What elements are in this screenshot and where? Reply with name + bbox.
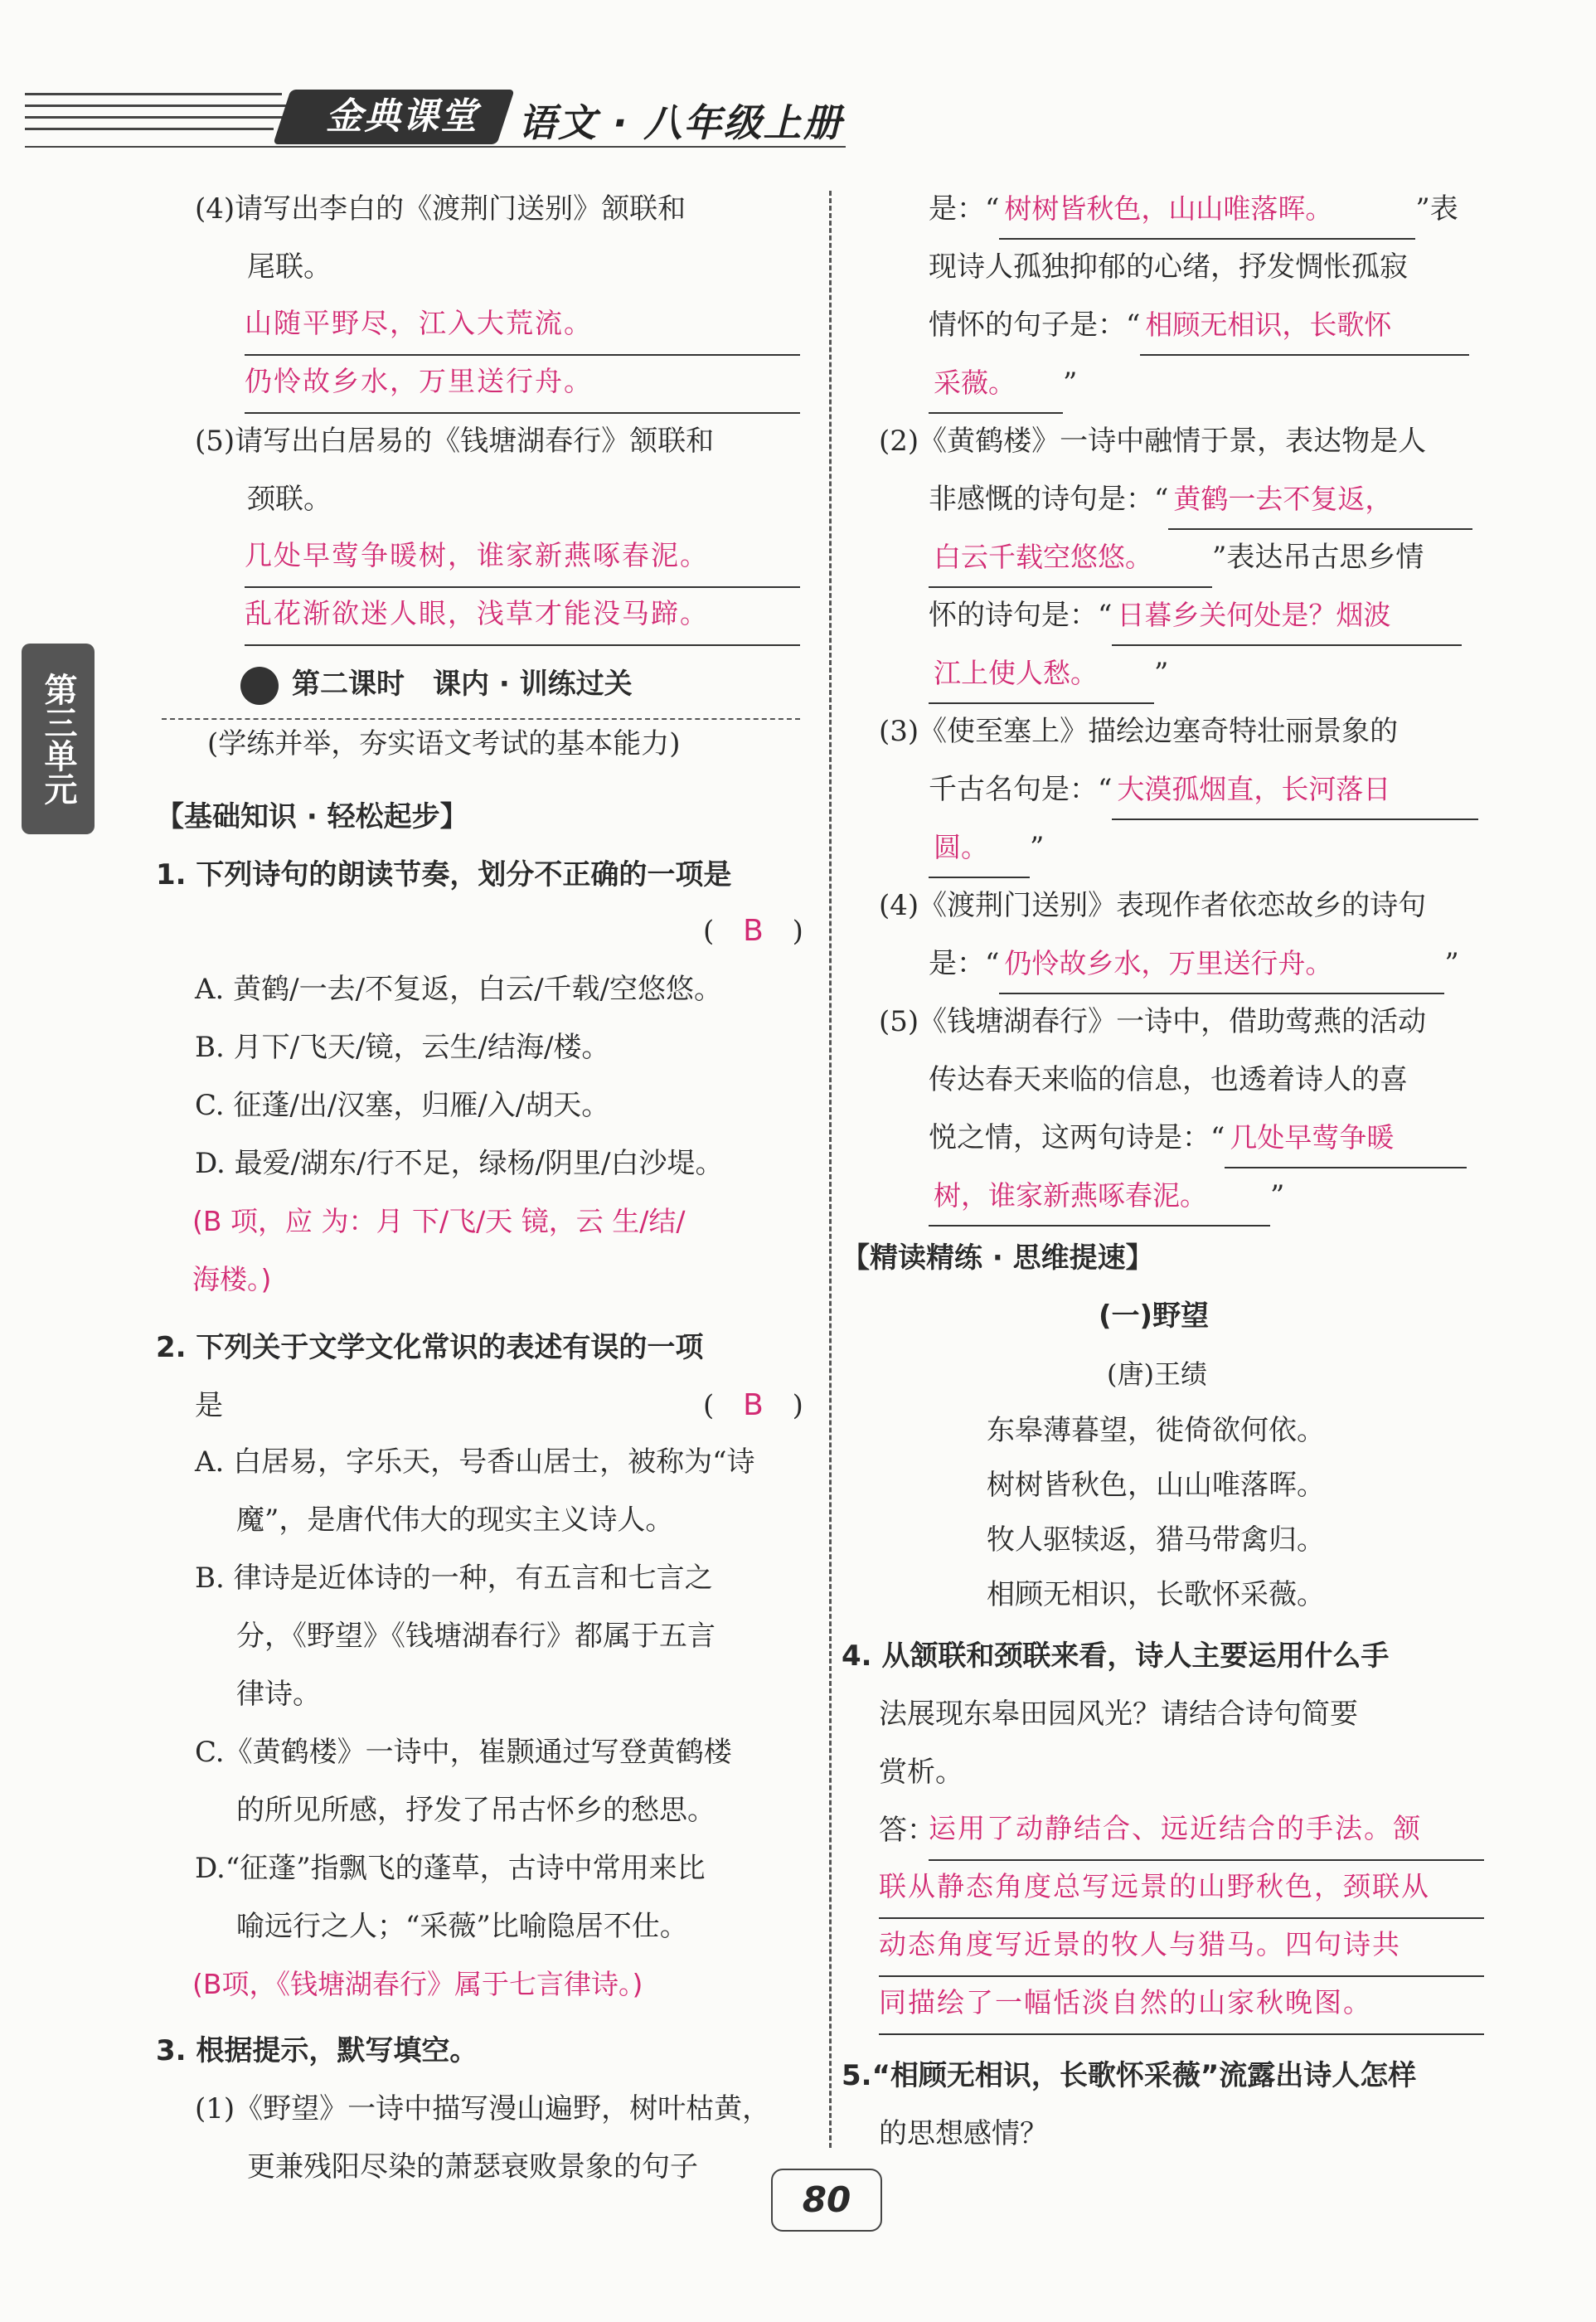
r4-answer: 采薇。 — [929, 354, 1063, 414]
q1-stem-text: 1. 下列诗句的朗读节奏，划分不正确的一项是 — [156, 858, 732, 891]
q4-answer-line-4: 同描绘了一幅恬淡自然的山家秋晚图。 — [879, 1975, 1484, 2035]
q2-stem: 2. 下列关于文学文化常识的表述有误的一项 — [156, 1331, 704, 1364]
q4-stem-3: 赏析。 — [879, 1756, 963, 1789]
lesson-subtitle: (学练并举，夯实语文考试的基本能力) — [207, 727, 681, 760]
q1-option-b: B. 月下/飞天/镜，云生/结海/楼。 — [195, 1031, 610, 1064]
reading-section-title: 【精读精练 · 思维提速】 — [842, 1241, 1154, 1275]
r18-post: ” — [1270, 1179, 1285, 1212]
q4-answer-2: 仍怜故乡水，万里送行舟。 — [245, 354, 800, 414]
q5-intro-2: 颈联。 — [247, 483, 332, 516]
r-line-17 — [929, 1109, 1467, 1168]
r3-answer: 相顾无相识，长歌怀 — [1140, 296, 1469, 356]
q2-option-b-2: 分，《野望》《钱塘湖春行》都属于五言 — [236, 1620, 716, 1653]
q2-option-a-2: 魔”，是唐代伟大的现实主义诗人。 — [236, 1503, 674, 1537]
r-line-13: (4)《渡荆门送别》表现作者依恋故乡的诗句 — [879, 889, 1427, 922]
q1-answer: B — [743, 914, 764, 948]
q1-paren-close: ) — [792, 915, 803, 948]
r1-post: ”表 — [1415, 192, 1458, 226]
q5-answer-1: 几处早莺争暖树，谁家新燕啄春泥。 — [245, 528, 800, 588]
r-line-1 — [929, 180, 1458, 240]
q5-stem-1: 5.“相顾无相识，长歌怀采薇”流露出诗人怎样 — [842, 2059, 1417, 2092]
q4-intro-2: 尾联。 — [247, 250, 332, 284]
q4-answer-1: 山随平野尽，江入大荒流。 — [245, 296, 800, 356]
q4-stem-1: 4. 从颔联和颈联来看，诗人主要运用什么手 — [842, 1639, 1390, 1673]
r-line-12 — [929, 819, 1044, 878]
q2-option-b-1: B. 律诗是近体诗的一种，有五言和七言之 — [195, 1562, 713, 1595]
poem-author: (唐)王绩 — [1107, 1358, 1207, 1390]
r9-answer: 江上使人愁。 — [929, 644, 1154, 704]
r7-post: ”表达吊古思乡情 — [1212, 541, 1424, 574]
q2-note: (B项，《钱塘湖春行》属于七言律诗。) — [192, 1968, 643, 2000]
poem-title: (一)野望 — [1099, 1299, 1210, 1333]
r-line-11 — [929, 760, 1478, 820]
r8-answer: 日暮乡关何处是？烟波 — [1112, 586, 1462, 646]
q1-option-a: A. 黄鹤/一去/不复返，白云/千载/空悠悠。 — [195, 973, 722, 1006]
q2-answer: B — [743, 1388, 764, 1422]
r4-post: ” — [1063, 367, 1078, 400]
r14-post: ” — [1444, 947, 1459, 980]
r12-post: ” — [1030, 831, 1045, 864]
r1-pre: 是：“ — [929, 192, 1000, 226]
brand-title: 金典课堂 — [326, 95, 478, 138]
r6-answer: 黄鹤一去不复返， — [1168, 470, 1472, 530]
q3-1-line-1: (1)《野望》一诗中描写漫山遍野，树叶枯黄， — [195, 2092, 771, 2125]
r-line-8 — [929, 586, 1462, 646]
r-line-18 — [929, 1167, 1284, 1227]
r1-answer: 树树皆秋色，山山唯落晖。 — [999, 180, 1415, 240]
r7-answer: 白云千载空悠悠。 — [929, 528, 1212, 588]
r9-post: ” — [1154, 657, 1169, 690]
r6-pre: 非感慨的诗句是：“ — [929, 483, 1169, 516]
q2-option-d-1: D.“征蓬”指飘飞的蓬草，古诗中常用来比 — [195, 1852, 706, 1885]
r17-pre: 悦之情，这两句诗是：“ — [929, 1121, 1225, 1154]
q2-stem-2: 是 — [195, 1389, 223, 1422]
q1-note-2: 海楼。) — [192, 1263, 272, 1295]
page-number: 80 — [771, 2169, 882, 2232]
q4-answer-line-3: 动态角度写近景的牧人与猎马。四句诗共 — [879, 1917, 1484, 1977]
q4-intro: (4)请写出李白的《渡荆门送别》颔联和 — [195, 192, 686, 226]
q2-paren-open: ( — [703, 1389, 715, 1422]
q3-1-line-2: 更兼残阳尽染的萧瑟衰败景象的句子 — [247, 2150, 698, 2184]
q2-paren-close: ) — [792, 1389, 803, 1422]
r-line-14 — [929, 935, 1459, 994]
poem-line-1: 东皋薄暮望，徙倚欲何依。 — [987, 1414, 1325, 1447]
q4-stem-2: 法展现东皋田园风光？请结合诗句简要 — [879, 1698, 1358, 1731]
r-line-7 — [929, 528, 1424, 588]
q1-paren-open: ( — [703, 915, 715, 948]
q5-stem-2: 的思想感情？ — [879, 2117, 1048, 2150]
r-line-6 — [929, 470, 1472, 530]
r12-answer: 圆。 — [929, 819, 1030, 878]
lesson-title: 第二课时 课内 · 训练过关 — [292, 668, 633, 701]
q2-option-d-2: 喻远行之人；“采薇”比喻隐居不仕。 — [236, 1910, 688, 1943]
r8-pre: 怀的诗句是：“ — [929, 599, 1113, 632]
q4-answer-prefix: 答： — [879, 1814, 935, 1847]
q1-note-1: (B 项，应 为：月 下/飞/天 镜，云 生/结/ — [192, 1205, 686, 1237]
r14-pre: 是：“ — [929, 947, 1000, 980]
q3-stem: 3. 根据提示，默写填空。 — [156, 2034, 478, 2067]
r11-answer: 大漠孤烟直，长河落日 — [1112, 760, 1478, 820]
r11-pre: 千古名句是：“ — [929, 773, 1113, 806]
q4-answer-line-1: 运用了动静结合、远近结合的手法。颔 — [929, 1801, 1484, 1861]
r-line-4 — [929, 354, 1077, 414]
r18-answer: 树，谁家新燕啄春泥。 — [929, 1167, 1270, 1227]
r-line-16: 传达春天来临的信息，也透着诗人的喜 — [929, 1063, 1408, 1096]
q5-answer-2: 乱花渐欲迷人眼，浅草才能没马蹄。 — [245, 586, 800, 646]
subject-title: 语文 · 八年级上册 — [518, 100, 843, 145]
q2-option-a-1: A. 白居易，字乐天，号香山居士，被称为“诗 — [195, 1445, 755, 1479]
q5-intro: (5)请写出白居易的《钱塘湖春行》颔联和 — [195, 425, 715, 458]
r14-answer: 仍怜故乡水，万里送行舟。 — [999, 935, 1444, 994]
r-line-10: (3)《使至塞上》描绘边塞奇特壮丽景象的 — [879, 715, 1399, 748]
q2-option-b-3: 律诗。 — [236, 1678, 321, 1711]
unit-side-tab-text: 第三单元 — [39, 673, 77, 805]
q2-option-c-2: 的所见所感，抒发了吊古怀乡的愁思。 — [236, 1794, 716, 1827]
r-line-15: (5)《钱塘湖春行》一诗中，借助莺燕的活动 — [879, 1005, 1427, 1038]
r-line-5: (2)《黄鹤楼》一诗中融情于景，表达物是人 — [879, 425, 1427, 458]
poem-line-3: 牧人驱犊返，猎马带禽归。 — [987, 1523, 1325, 1557]
poem-line-4: 相顾无相识，长歌怀采薇。 — [987, 1578, 1325, 1611]
r3-pre: 情怀的句子是：“ — [929, 308, 1141, 342]
basic-section-title: 【基础知识 · 轻松起步】 — [156, 800, 468, 833]
q2-option-c-1: C.《黄鹤楼》一诗中，崔颢通过写登黄鹤楼 — [195, 1736, 732, 1769]
r-line-3 — [929, 296, 1469, 356]
r-line-9 — [929, 644, 1168, 704]
q1-option-d: D. 最爱/湖东/行不足，绿杨/阴里/白沙堤。 — [195, 1147, 724, 1180]
r17-answer: 几处早莺争暖 — [1225, 1109, 1467, 1168]
r-line-2: 现诗人孤独抑郁的心绪，抒发惆怅孤寂 — [929, 250, 1408, 284]
q1-option-c: C. 征蓬/出/汉塞，归雁/入/胡天。 — [195, 1089, 610, 1122]
q4-answer-line-2: 联从静态角度总写远景的山野秋色，颈联从 — [879, 1859, 1484, 1919]
poem-line-2: 树树皆秋色，山山唯落晖。 — [987, 1469, 1325, 1502]
